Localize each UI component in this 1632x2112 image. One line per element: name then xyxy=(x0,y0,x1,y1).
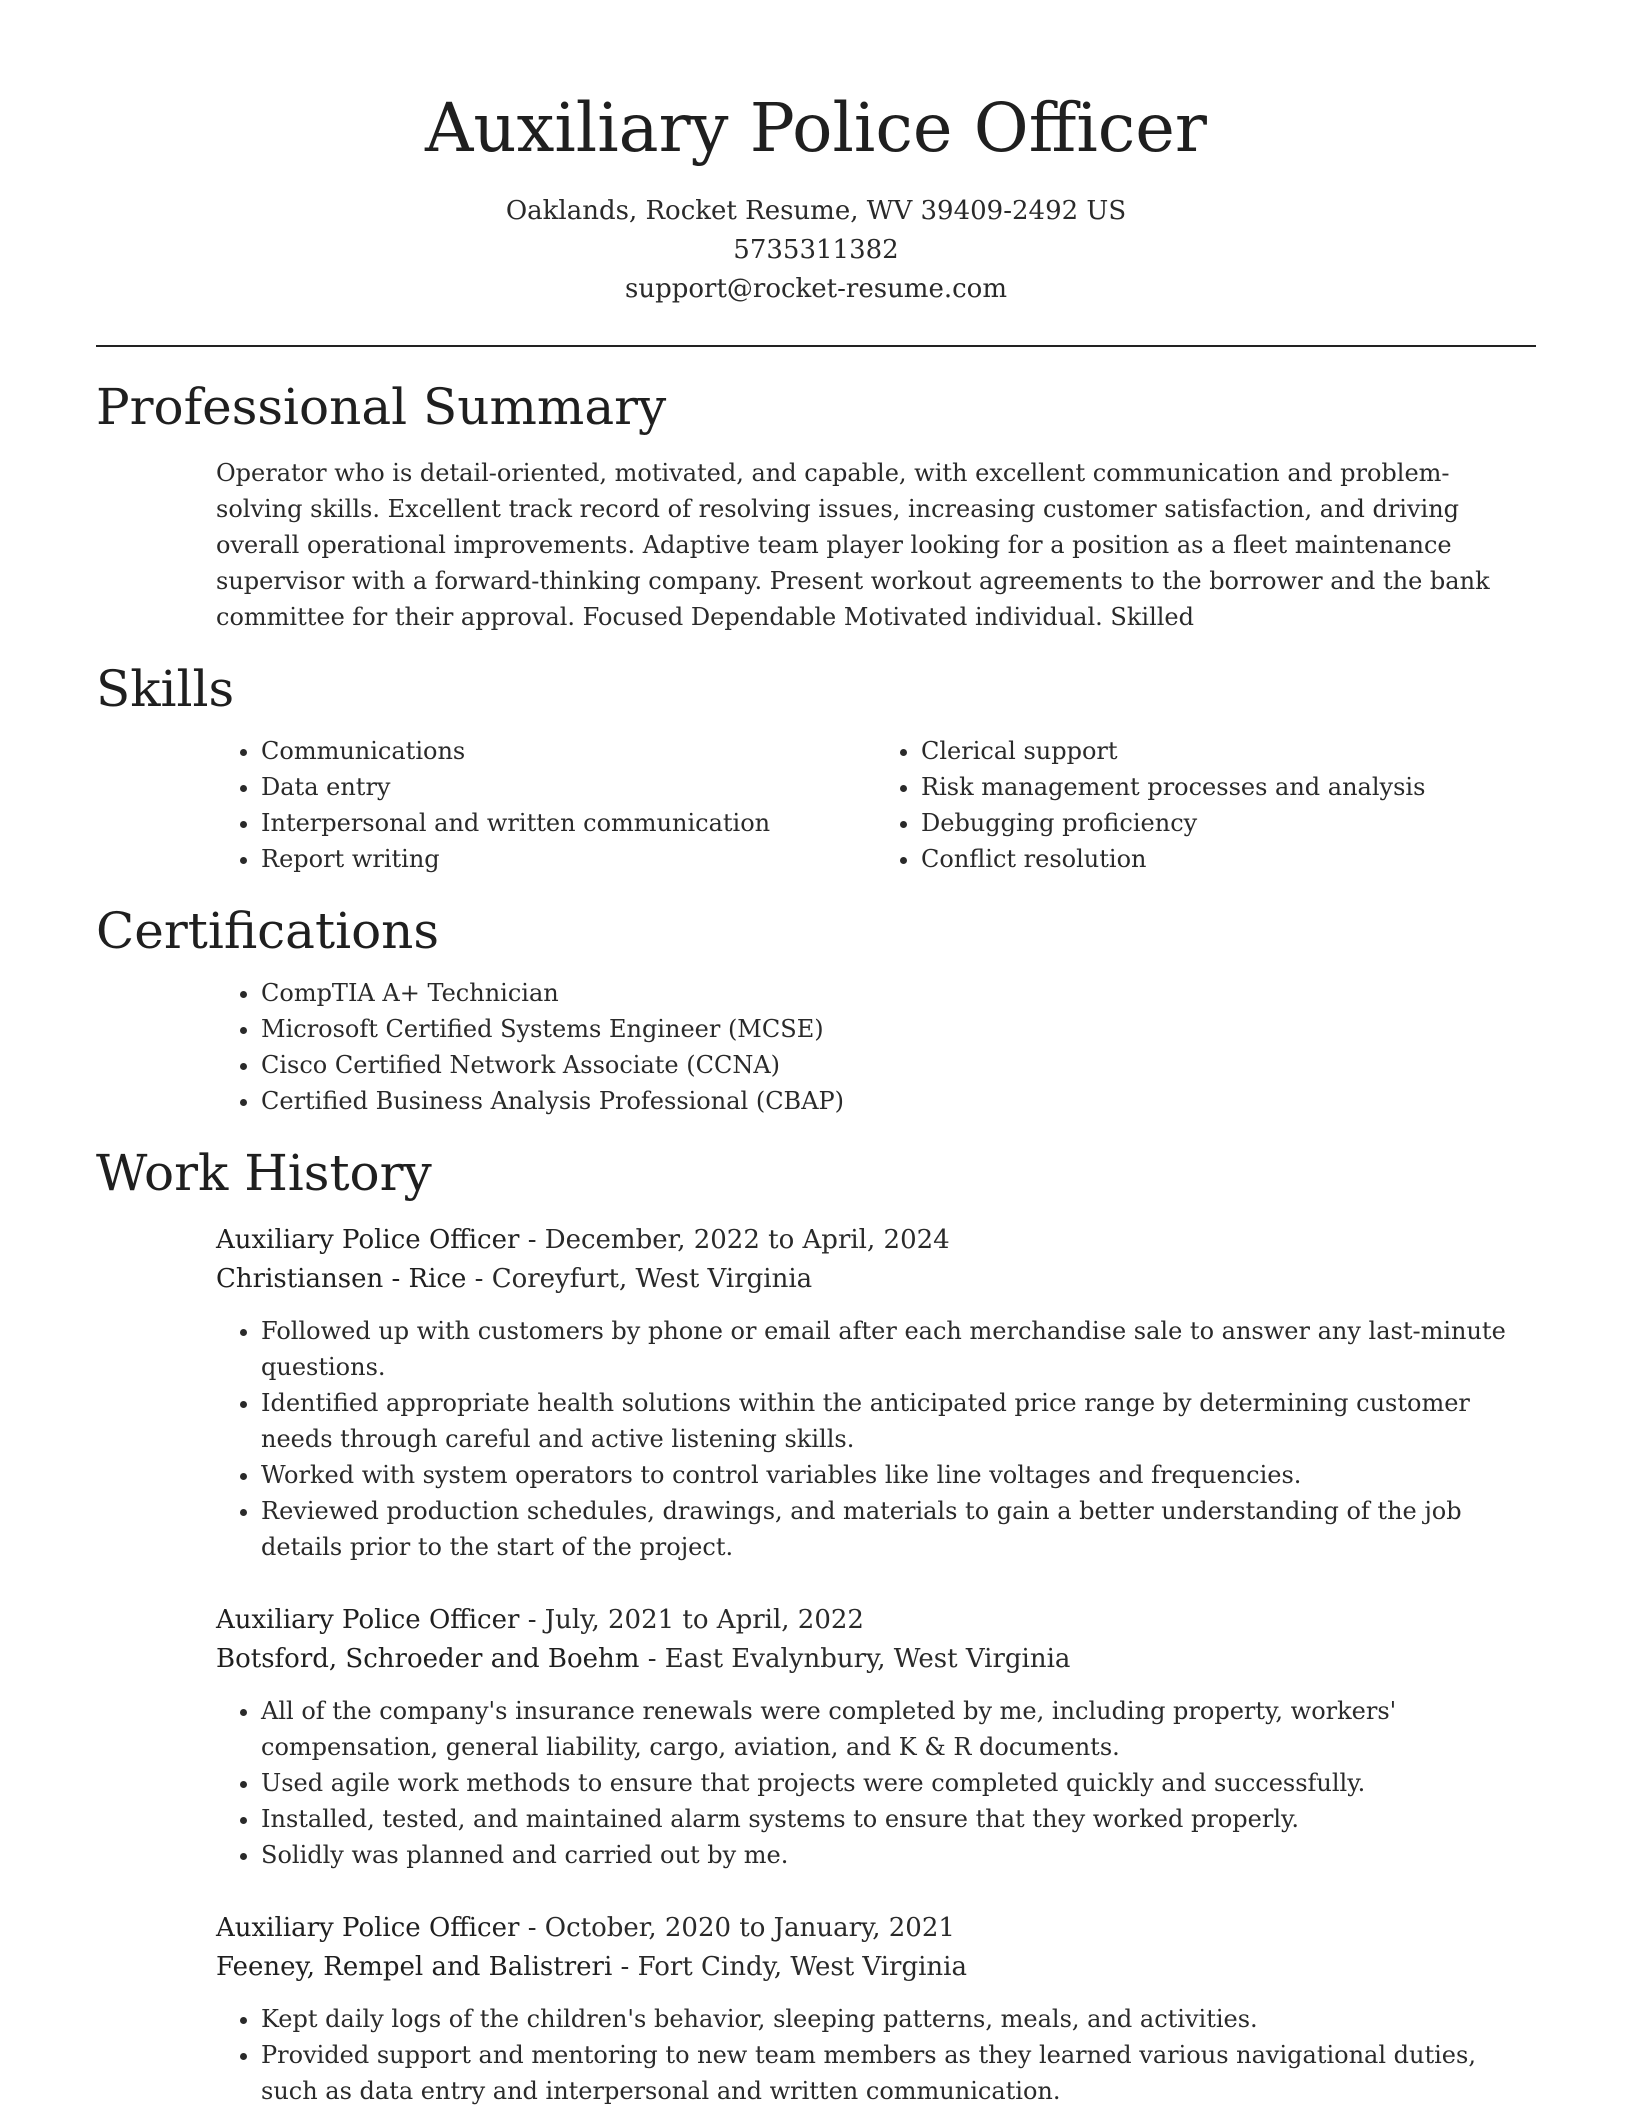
job-bullets xyxy=(216,1693,1536,1873)
skill-item: • Clerical support xyxy=(921,733,1536,769)
job-entry xyxy=(216,1221,1536,1565)
skill-item: • Debugging proficiency xyxy=(921,805,1536,841)
job-company: Botsford, Schroeder and Boehm xyxy=(216,1644,640,1674)
skills-heading: Skills xyxy=(96,660,235,718)
certification-item: • Microsoft Certified Systems Engineer (MCSE) xyxy=(261,1011,1536,1047)
certification-item: • CompTIA A+ Technician xyxy=(261,975,1536,1011)
job-bullet: • All of the company's insurance renewals were completed by me, including property, workers' compensation, general liability, cargo, aviation, and K & R documents. xyxy=(261,1693,1536,1765)
job-bullet: • Used agile work methods to ensure that projects were completed quickly and successfully. xyxy=(261,1765,1536,1801)
skill-item: • Communications xyxy=(261,733,876,769)
summary-section xyxy=(96,375,1536,635)
contact-address: Oaklands, Rocket Resume, WV 39409-2492 US xyxy=(505,196,1127,226)
job-location: - East Evalynbury, West Virginia xyxy=(639,1644,1071,1674)
contact-email: support@rocket-resume.com xyxy=(624,274,1007,304)
skill-item: • Report writing xyxy=(261,841,876,877)
header-divider xyxy=(96,345,1536,347)
job-bullet: • Installed, tested, and maintained alarm systems to ensure that they worked properly. xyxy=(261,1801,1536,1837)
skills-right-list xyxy=(876,733,1536,877)
job-bullet: • Followed up with customers by phone or email after each merchandise sale to answer any last-minute questions. xyxy=(261,1313,1536,1385)
skill-item: • Data entry xyxy=(261,769,876,805)
job-company-line xyxy=(216,1640,1536,1679)
job-dates: - July, 2021 to April, 2022 xyxy=(519,1605,864,1635)
job-title: Auxiliary Police Officer xyxy=(216,1605,520,1635)
job-company: Christiansen - Rice xyxy=(216,1264,467,1294)
summary-heading: Professional Summary xyxy=(96,378,667,436)
job-bullet: • Provided support and mentoring to new team members as they learned various navigational duties, such as data entry and interpersonal and written communication. xyxy=(261,2037,1536,2109)
certifications-heading: Certifications xyxy=(96,902,440,960)
job-company: Feeney, Rempel and Balistreri xyxy=(216,1952,613,1982)
work-history-heading: Work History xyxy=(96,1144,432,1202)
certifications-list xyxy=(216,975,1536,1119)
job-title: Auxiliary Police Officer xyxy=(216,1913,520,1943)
job-bullet: • Worked with system operators to control variables like line voltages and frequencies. xyxy=(261,1457,1536,1493)
certification-item: • Certified Business Analysis Professional (CBAP) xyxy=(261,1083,1536,1119)
resume-name: Auxiliary Police Officer xyxy=(425,89,1207,167)
contact-phone: 5735311382 xyxy=(733,235,899,265)
contact-info xyxy=(96,192,1536,309)
skill-item: • Risk management processes and analysis xyxy=(921,769,1536,805)
job-bullets xyxy=(216,2001,1536,2109)
summary-text: Operator who is detail-oriented, motivated, and capable, with excellent communication and problem-solving skills. Excellent track record of resolving issues, increasing customer satisfaction, and driving overall operational improvements. Adaptive team player looking for a position as a fleet maintenance supervisor with a forward-thinking company. Present workout agreements to the borrower and the bank committee for their approval. Focused Dependable Motivated individual. Skilled xyxy=(216,459,1490,631)
skills-columns xyxy=(96,733,1536,877)
skill-item: • Conflict resolution xyxy=(921,841,1536,877)
job-company-line xyxy=(216,1948,1536,1987)
certification-item: • Cisco Certified Network Associate (CCNA) xyxy=(261,1047,1536,1083)
job-dates: - October, 2020 to January, 2021 xyxy=(519,1913,955,1943)
job-location: - Fort Cindy, West Virginia xyxy=(612,1952,967,1982)
job-entry xyxy=(216,1601,1536,1873)
skills-left-list xyxy=(216,733,876,877)
job-location: - Coreyfurt, West Virginia xyxy=(466,1264,813,1294)
work-history-section xyxy=(96,1141,1536,2109)
job-title: Auxiliary Police Officer xyxy=(216,1225,520,1255)
job-bullet: • Identified appropriate health solutions within the anticipated price range by determining customer needs through careful and active listening skills. xyxy=(261,1385,1536,1457)
job-bullet: • Solidly was planned and carried out by me. xyxy=(261,1837,1536,1873)
job-dates: - December, 2022 to April, 2024 xyxy=(519,1225,950,1255)
job-title-line xyxy=(216,1221,1536,1260)
job-title-line xyxy=(216,1601,1536,1640)
skills-section xyxy=(96,657,1536,877)
certifications-section xyxy=(96,899,1536,1119)
job-title-line xyxy=(216,1909,1536,1948)
job-bullets xyxy=(216,1313,1536,1565)
job-bullet: • Reviewed production schedules, drawings, and materials to gain a better understanding of the job details prior to the start of the project. xyxy=(261,1493,1536,1565)
skill-item: • Interpersonal and written communication xyxy=(261,805,876,841)
job-entry xyxy=(216,1909,1536,2109)
job-company-line xyxy=(216,1260,1536,1299)
job-bullet: • Kept daily logs of the children's behavior, sleeping patterns, meals, and activities. xyxy=(261,2001,1536,2037)
